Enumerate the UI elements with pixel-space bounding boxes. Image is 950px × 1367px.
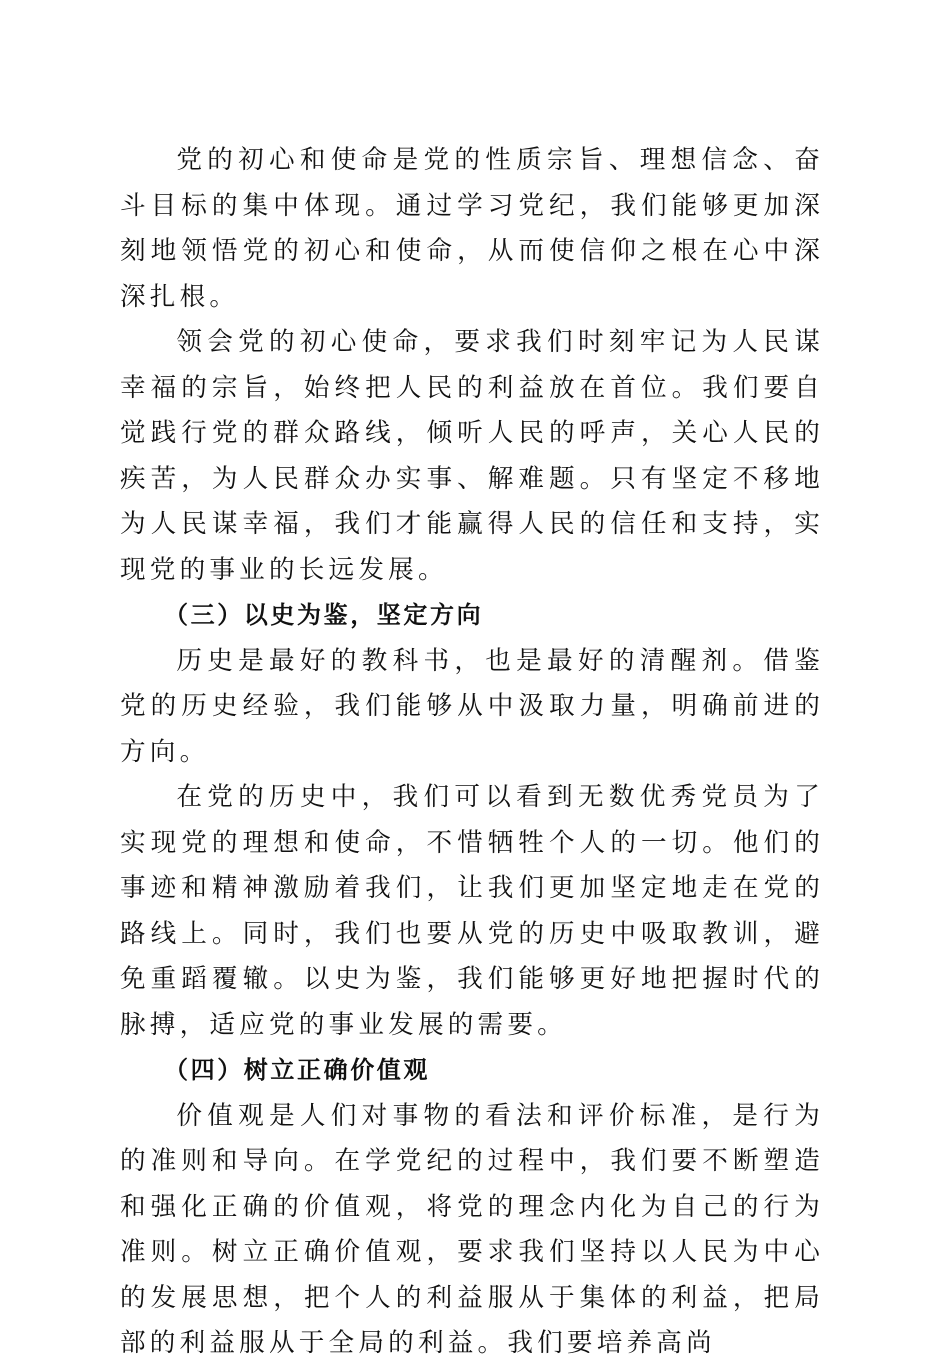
paragraph-original-mission: 党的初心和使命是党的性质宗旨、理想信念、奋斗目标的集中体现。通过学习党纪，我们能够更加深刻地领悟党的初心和使命，从而使信仰之根在心中深深扎根。 bbox=[120, 145, 824, 312]
paragraph-party-history: 在党的历史中，我们可以看到无数优秀党员为了实现党的理想和使命，不惜牺牲个人的一切。他们的事迹和精神激励着我们，让我们更加坚定地走在党的路线上。同时，我们也要从党的历史中吸取教训，避免重蹈覆辙。以史为鉴，我们能够更好地把握时代的脉搏，适应党的事业发展的需要。 bbox=[120, 782, 824, 1040]
paragraph-serve-people: 领会党的初心使命，要求我们时刻牢记为人民谋幸福的宗旨，始终把人民的利益放在首位。我们要自觉践行党的群众路线，倾听人民的呼声，关心人民的疾苦，为人民群众办实事、解难题。只有坚定不移地为人民谋幸福，我们才能赢得人民的信任和支持，实现党的事业的长远发展。 bbox=[120, 327, 824, 585]
document-body bbox=[120, 138, 824, 1367]
section-heading-history: （三）以史为鉴，坚定方向 bbox=[164, 601, 484, 629]
paragraph-values: 价值观是人们对事物的看法和评价标准，是行为的准则和导向。在学党纪的过程中，我们要不断塑造和强化正确的价值观，将党的理念内化为自己的行为准则。树立正确价值观，要求我们坚持以人民为中心的发展思想，把个人的利益服从于集体的利益，把局部的利益服从于全局的利益。我们要培养高尚 bbox=[120, 1100, 824, 1358]
paragraph-history-textbook: 历史是最好的教科书，也是最好的清醒剂。借鉴党的历史经验，我们能够从中汲取力量，明确前进的方向。 bbox=[120, 645, 824, 767]
section-heading-values: （四）树立正确价值观 bbox=[164, 1056, 430, 1084]
